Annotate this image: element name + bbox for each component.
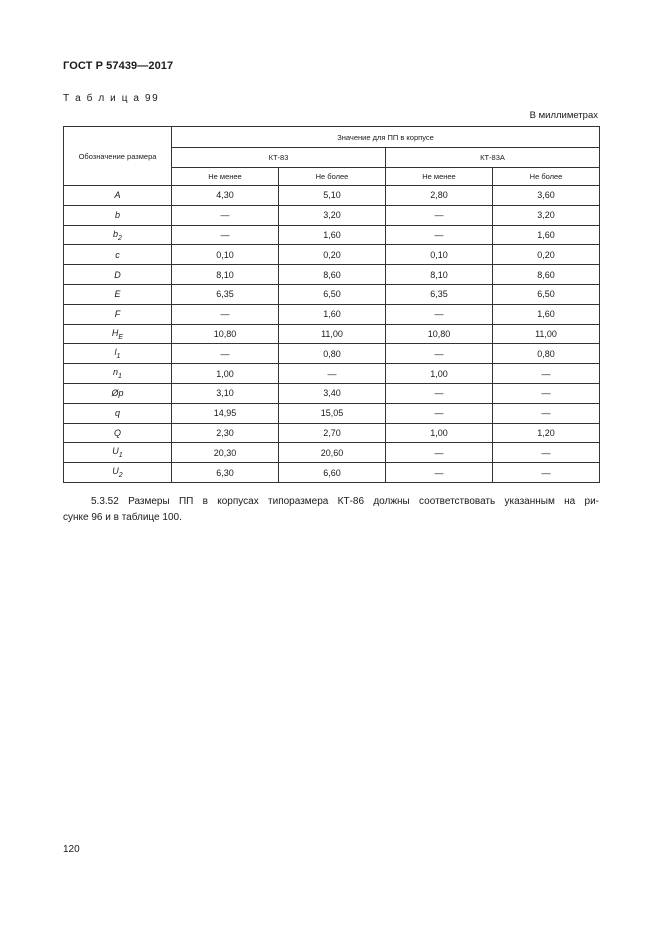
value-max: 8,60 <box>279 265 386 285</box>
symbol-base: b <box>114 210 120 221</box>
table-caption: Т а б л и ц а 99 <box>63 93 160 104</box>
value-max: 6,50 <box>493 284 600 304</box>
value-max: — <box>493 463 600 483</box>
header-max: Не более <box>493 168 600 186</box>
value-min: 1,00 <box>386 423 493 443</box>
value-max: 1,60 <box>279 304 386 324</box>
value-max: 6,60 <box>279 463 386 483</box>
symbol-base: E <box>114 289 121 300</box>
value-min: — <box>386 383 493 403</box>
value-min: — <box>172 205 279 225</box>
value-max: 1,20 <box>493 423 600 443</box>
value-min: — <box>386 344 493 364</box>
value-min: 6,35 <box>386 284 493 304</box>
symbol-subscript: 1 <box>116 353 121 361</box>
value-max: 0,20 <box>279 245 386 265</box>
paragraph-line: 5.3.52 Размеры ПП в корпусах типоразмера КТ-86 должны соответствовать указанным на ри- <box>91 496 599 507</box>
symbol-base: H <box>111 327 119 338</box>
symbol-subscript: 2 <box>118 471 123 479</box>
value-min: 8,10 <box>386 265 493 285</box>
dimension-symbol <box>64 443 172 463</box>
symbol-subscript: 2 <box>118 234 122 242</box>
dimension-symbol <box>64 383 172 403</box>
table-row <box>64 443 600 463</box>
paragraph-line: сунке 96 и в таблице 100. <box>63 511 182 523</box>
table-row <box>64 205 600 225</box>
value-min: 2,80 <box>386 186 493 206</box>
symbol-subscript: E <box>118 333 124 341</box>
table-row <box>64 284 600 304</box>
symbol-base: U <box>112 446 119 457</box>
value-min: — <box>386 304 493 324</box>
table-row <box>64 423 600 443</box>
value-min: 0,10 <box>172 245 279 265</box>
symbol-subscript: 1 <box>118 372 122 380</box>
value-max: — <box>493 364 600 384</box>
table-row <box>64 324 600 344</box>
symbol-base: A <box>114 190 121 201</box>
value-min: — <box>172 304 279 324</box>
value-max: 1,60 <box>493 225 600 245</box>
value-max: 0,80 <box>493 344 600 364</box>
table-row <box>64 383 600 403</box>
dimension-symbol <box>64 403 172 423</box>
table-row <box>64 403 600 423</box>
value-max: 8,60 <box>493 265 600 285</box>
header-designation: Обозначение размера <box>64 127 172 186</box>
symbol-base: F <box>114 309 121 320</box>
value-max: — <box>493 403 600 423</box>
table-body <box>64 186 600 483</box>
value-min: — <box>386 403 493 423</box>
dimension-symbol <box>64 423 172 443</box>
value-max: 11,00 <box>493 324 600 344</box>
value-min: — <box>386 443 493 463</box>
header-package-kt83a: КТ-83А <box>386 148 600 168</box>
dimension-symbol <box>64 284 172 304</box>
header-package-kt83: КТ-83 <box>172 148 386 168</box>
value-max: — <box>493 443 600 463</box>
symbol-base: c <box>115 249 120 260</box>
value-min: 1,00 <box>172 364 279 384</box>
value-min: 6,35 <box>172 284 279 304</box>
dimension-symbol <box>64 245 172 265</box>
dimension-symbol <box>64 265 172 285</box>
symbol-subscript: 1 <box>118 452 123 460</box>
value-min: — <box>386 205 493 225</box>
value-min: — <box>172 225 279 245</box>
value-max: 6,50 <box>279 284 386 304</box>
value-max: 15,05 <box>279 403 386 423</box>
value-max: 0,80 <box>279 344 386 364</box>
symbol-base: U <box>112 466 119 477</box>
value-max: 0,20 <box>493 245 600 265</box>
value-max: 2,70 <box>279 423 386 443</box>
body-paragraph <box>63 494 599 525</box>
table-row <box>64 364 600 384</box>
symbol-base: D <box>114 269 121 280</box>
value-min: 10,80 <box>172 324 279 344</box>
dimensions-table <box>63 126 600 483</box>
header-max: Не более <box>279 168 386 186</box>
value-max: 3,20 <box>493 205 600 225</box>
dimension-symbol <box>64 304 172 324</box>
value-min: 10,80 <box>386 324 493 344</box>
dimension-symbol <box>64 186 172 206</box>
symbol-base: Øp <box>111 388 124 399</box>
dimension-symbol <box>64 324 172 344</box>
value-min: — <box>386 225 493 245</box>
symbol-base: b <box>113 228 119 239</box>
dimension-symbol <box>64 205 172 225</box>
value-min: — <box>386 463 493 483</box>
symbol-base: n <box>113 367 119 378</box>
value-min: 0,10 <box>386 245 493 265</box>
value-max: 5,10 <box>279 186 386 206</box>
value-min: 14,95 <box>172 403 279 423</box>
symbol-base: q <box>114 408 120 419</box>
value-max: 3,60 <box>493 186 600 206</box>
table-row <box>64 265 600 285</box>
dimension-symbol <box>64 463 172 483</box>
standard-header: ГОСТ Р 57439—2017 <box>63 60 174 72</box>
value-min: 8,10 <box>172 265 279 285</box>
table-row <box>64 245 600 265</box>
value-min: 1,00 <box>386 364 493 384</box>
table-row <box>64 225 600 245</box>
units-note: В миллиметрах <box>529 110 598 121</box>
header-min: Не менее <box>386 168 493 186</box>
value-max: — <box>493 383 600 403</box>
value-min: 2,30 <box>172 423 279 443</box>
value-min: 20,30 <box>172 443 279 463</box>
value-min: 6,30 <box>172 463 279 483</box>
value-min: — <box>172 344 279 364</box>
table-row <box>64 463 600 483</box>
table-row <box>64 304 600 324</box>
value-max: 11,00 <box>279 324 386 344</box>
value-max: 1,60 <box>279 225 386 245</box>
header-group: Значение для ПП в корпусе <box>172 127 600 148</box>
value-max: — <box>279 364 386 384</box>
symbol-base: Q <box>113 427 121 438</box>
table-row <box>64 344 600 364</box>
value-max: 3,40 <box>279 383 386 403</box>
table-row <box>64 186 600 206</box>
dimension-symbol <box>64 344 172 364</box>
dimension-symbol <box>64 364 172 384</box>
value-max: 20,60 <box>279 443 386 463</box>
value-max: 1,60 <box>493 304 600 324</box>
dimension-symbol <box>64 225 172 245</box>
symbol-base: l <box>114 347 117 358</box>
value-min: 4,30 <box>172 186 279 206</box>
value-min: 3,10 <box>172 383 279 403</box>
header-min: Не менее <box>172 168 279 186</box>
page-number: 120 <box>63 844 80 855</box>
value-max: 3,20 <box>279 205 386 225</box>
